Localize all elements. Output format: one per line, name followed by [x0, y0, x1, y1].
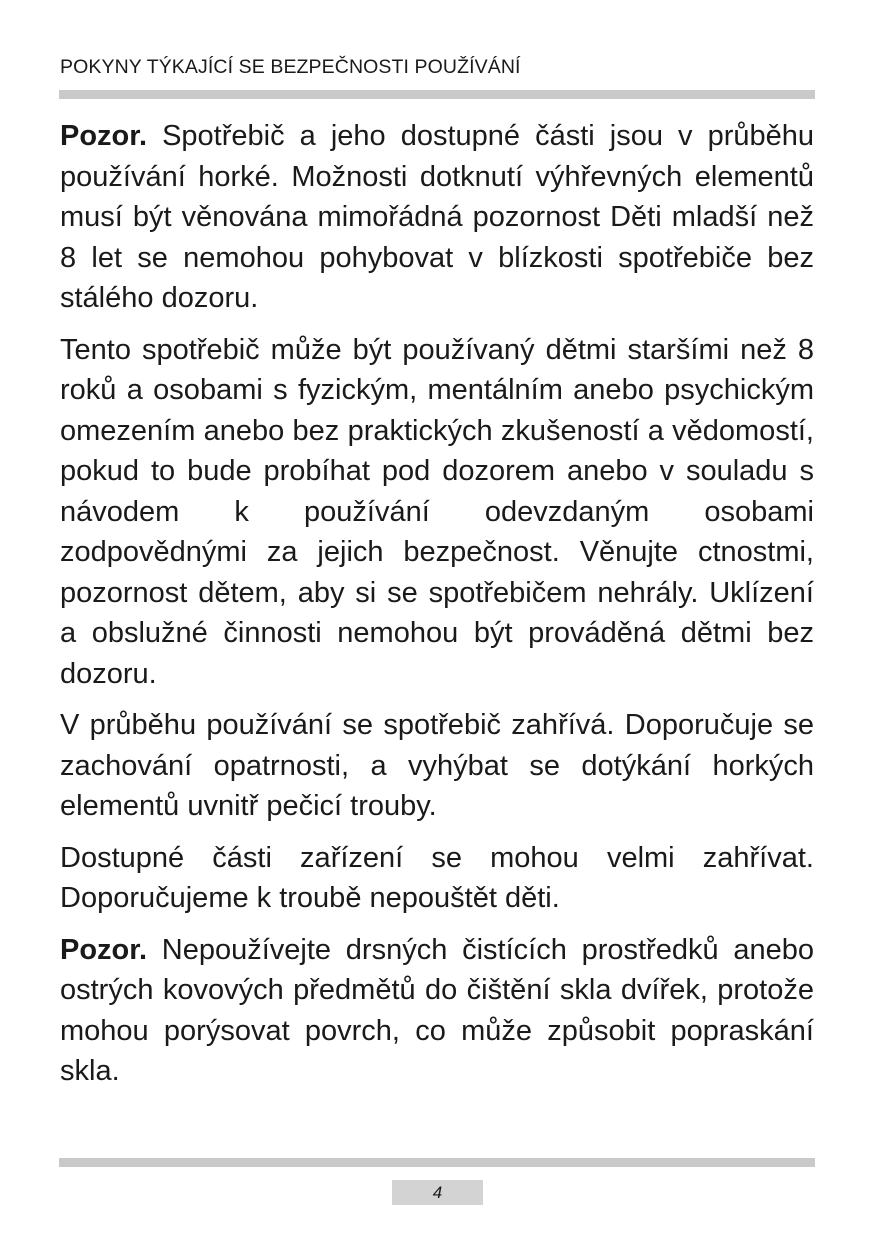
paragraph-text: Tento spotřebič může být používaný dětmi staršími než 8 roků a osobami s fyzickým, mentálním anebo psychickým omezením anebo bez praktických zkušeností a vědomostí, pokud to bude probíhat pod dozorem anebo v souladu s návodem k používání odevzdaným osobami zodpovědnými za jejich bezpečnost. Věnujte ctnostmi, pozornost dětem, aby si se spotřebičem nehrály. Uklízení a obslužné činnosti nemohou být prováděná dětmi bez dozoru.: [60, 333, 814, 690]
footer-divider: [59, 1158, 815, 1167]
paragraph-text: Spotřebič a jeho dostupné části jsou v průběhu používání horké. Možnosti dotknutí výhřevných elementů musí být věnována mimořádná pozornost Děti mladší než 8 let se nemohou pohybovat v blízkosti spotřebiče bez stálého dozoru.: [60, 120, 814, 314]
paragraph-children-usage: [60, 330, 814, 695]
warning-label: Pozor.: [60, 120, 148, 152]
header-divider: [59, 90, 815, 99]
paragraph-heating-caution: [60, 705, 814, 827]
paragraph-text: Dostupné části zařízení se mohou velmi zahřívat. Doporučujeme k troubě nepouštět děti.: [60, 841, 814, 914]
safety-instructions-body: [60, 116, 814, 1103]
section-title: POKYNY TÝKAJÍCÍ SE BEZPEČNOSTI POUŽÍVÁNÍ: [60, 56, 521, 78]
paragraph-text: V průběhu používání se spotřebič zahřívá. Doporučuje se zachování opatrnosti, a vyhýbat se dotýkání horkých elementů uvnitř pečicí trouby.: [60, 709, 814, 822]
paragraph-warning-hot-parts: [60, 116, 814, 319]
page-number: 4: [392, 1180, 483, 1205]
paragraph-accessible-parts: [60, 838, 814, 919]
paragraph-warning-cleaning: [60, 930, 814, 1092]
warning-label: Pozor.: [60, 933, 148, 966]
paragraph-text: Nepoužívejte drsných čistících prostředků anebo ostrých kovových předmětů do čištění skla dvířek, protože mohou porýsovat povrch, co může způsobit popraskání skla.: [60, 933, 814, 1087]
